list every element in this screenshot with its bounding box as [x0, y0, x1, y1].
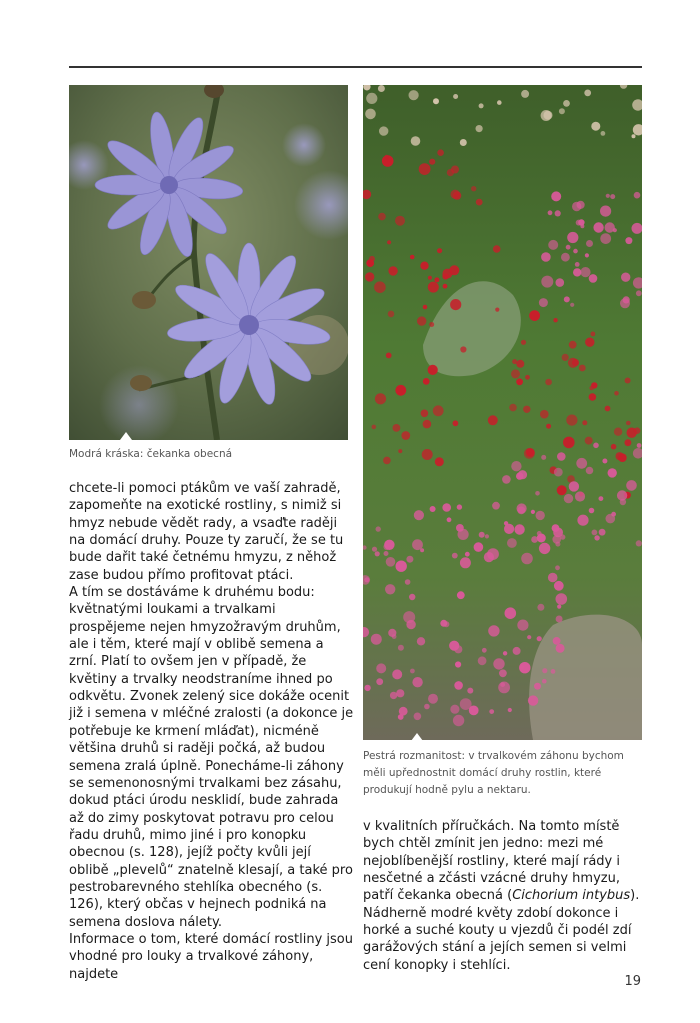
- flower-speck: [366, 259, 374, 267]
- flower-speck: [454, 681, 463, 690]
- flower-speck: [423, 378, 430, 385]
- flower-speck: [520, 665, 524, 669]
- flower-speck: [450, 299, 461, 310]
- flower-speck: [372, 547, 377, 552]
- flower-speck: [576, 458, 587, 469]
- flower-speck: [442, 503, 451, 512]
- flower-speck: [420, 262, 428, 270]
- flower-speck: [534, 683, 541, 690]
- flower-speck: [564, 494, 573, 503]
- flower-speck: [364, 577, 369, 582]
- flower-speck: [440, 620, 447, 627]
- flower-speck: [384, 155, 389, 160]
- flower-speck: [548, 573, 558, 583]
- flower-speck: [599, 529, 606, 536]
- flower-speck: [599, 496, 604, 501]
- flower-speck: [474, 542, 484, 552]
- flower-speck: [376, 678, 383, 685]
- flower-speck: [555, 210, 561, 216]
- flower-speck: [531, 510, 535, 514]
- flower-speck: [548, 210, 553, 215]
- flower-speck: [412, 539, 423, 550]
- flower-speck: [541, 455, 546, 460]
- flower-speck: [478, 656, 487, 665]
- flower-speck: [409, 594, 415, 600]
- flower-speck: [602, 459, 607, 464]
- flower-speck: [632, 223, 643, 234]
- flower-speck: [493, 245, 501, 253]
- flower-speck: [614, 428, 622, 436]
- flower-speck: [611, 444, 617, 450]
- flower-speck: [488, 625, 499, 636]
- flower-speck: [572, 202, 581, 211]
- flower-speck: [537, 531, 542, 536]
- flower-speck: [364, 685, 370, 691]
- flower-speck: [509, 404, 517, 412]
- caption-chicory: Modrá kráska: čekanka obecná: [69, 448, 233, 460]
- flower-speck: [502, 475, 511, 484]
- flower-speck: [568, 358, 578, 368]
- flower-speck: [516, 360, 524, 368]
- flower-speck: [594, 535, 599, 540]
- flower-speck: [585, 437, 593, 445]
- header-rule: [69, 66, 642, 68]
- flower-speck: [505, 607, 517, 619]
- flower-speck: [514, 524, 524, 534]
- flower-speck: [563, 437, 575, 449]
- flower-speck: [405, 579, 411, 585]
- flower-speck: [582, 420, 587, 425]
- flower-speck: [592, 530, 598, 536]
- flower-speck: [541, 276, 553, 288]
- flower-speck: [535, 491, 540, 496]
- perennial-bed-photo: [363, 85, 642, 740]
- flower-speck: [625, 439, 632, 446]
- flower-speck: [593, 443, 599, 449]
- flower-speck: [499, 669, 507, 677]
- flower-speck: [455, 661, 461, 667]
- caption-marker-right: [411, 733, 423, 741]
- flower-speck: [428, 694, 438, 704]
- flower-speck: [375, 551, 380, 556]
- flower-speck: [388, 311, 395, 318]
- flower-speck: [437, 149, 444, 156]
- flower-speck: [536, 511, 545, 520]
- flower-speck: [429, 159, 435, 165]
- flower-speck: [539, 298, 548, 307]
- flower-speck: [606, 194, 610, 198]
- chicory-photo: [69, 85, 348, 440]
- flower-speck: [529, 310, 540, 321]
- flower-speck: [452, 553, 458, 559]
- flower-speck: [608, 468, 617, 477]
- flower-speck: [453, 715, 464, 726]
- flower-speck: [395, 216, 405, 226]
- flower-speck: [516, 378, 523, 385]
- flower-speck: [422, 449, 433, 460]
- paragraph: A tím se dostáváme k druhému bodu: květnatými loukami a trvalkami prospějeme nejen hmyzožravým druhům, ale i těm, které mají v oblibě semena a zrní. Platí to ovšem jen v případě, že květiny a trvalky neodstraníme ihned po odkvětu. Zvonek zelený sice dokáže ocenit již i semena v mléčné zralosti (a dokonce je potřebuje ke krmení mláďat), nicméně většina druhů si raději počká, až budou semena zralá úplně. Ponecháme-li záhony se semenonosnými trvalkami bez zásahu, dokud ptáci úrodu nesklidí, bude zahrada až do zimy poskytovat potravu pro celou řadu druhů, mimo jiné i pro konopku obecnou (s. 128), jejíž počty kvůli její oblibě „plevelů“ znatelně klesají, a také pro pestrobarevného stehlíka obecného (s. 126), který občas v hejnech podniká na semena doslova nálety.: [69, 585, 354, 930]
- text-run: ). Nádherně modré květy zdobí dokonce i horké a suché kouty u vjezdů či podél zdí garážových stání a jejích semen si velmi cení konopky i stehlíci.: [363, 888, 640, 973]
- flower-speck: [545, 379, 552, 386]
- flower-speck: [365, 109, 376, 120]
- flower-speck: [453, 94, 458, 99]
- flower-speck: [392, 669, 402, 679]
- flower-speck: [457, 504, 462, 509]
- flower-speck: [573, 268, 581, 276]
- text-run: v kvalitních příručkách. Na tomto místě bych chtěl zmínit jen jedno: mezi mé nejoblíbenější rostliny, které mají rády i nesčetné a zčásti vzácné druhy hmyzu, patří čekanka obecná (: [363, 819, 620, 904]
- flower-speck: [476, 125, 483, 132]
- flower-speck: [634, 427, 641, 434]
- flower-speck: [366, 93, 377, 104]
- flower-speck: [485, 534, 489, 538]
- flower-speck: [386, 557, 396, 567]
- flower-speck: [488, 415, 498, 425]
- body-column-left: [69, 480, 354, 983]
- flower-speck: [576, 220, 582, 226]
- flower-speck: [403, 611, 415, 623]
- flower-speck: [487, 548, 499, 560]
- flower-speck: [580, 267, 590, 277]
- flower-speck: [556, 644, 565, 653]
- flower-speck: [507, 538, 517, 548]
- flower-speck: [517, 503, 527, 513]
- flower-speck: [412, 677, 422, 687]
- flower-speck: [626, 480, 637, 491]
- flower-speck: [511, 369, 520, 378]
- flower-speck: [495, 308, 499, 312]
- flower-speck: [376, 663, 386, 673]
- flower-speck: [417, 637, 425, 645]
- flower-speck: [414, 510, 424, 520]
- flower-speck: [551, 191, 561, 201]
- flower-speck: [575, 491, 585, 501]
- flower-speck: [497, 100, 502, 105]
- flower-speck: [398, 449, 402, 453]
- flower-speck: [523, 406, 530, 413]
- flower-speck: [447, 169, 454, 176]
- latin-name: Cichorium intybus: [512, 888, 631, 904]
- flower-speck: [378, 85, 385, 92]
- flower-speck: [409, 90, 419, 100]
- flower-speck: [489, 709, 494, 714]
- paragraph: Informace o tom, které domácí rostliny jsou vhodné pro louky a trvalkové záhony, najdete: [69, 931, 353, 982]
- flower-speck: [433, 98, 439, 104]
- page-number: 19: [624, 974, 641, 989]
- flower-speck: [388, 266, 397, 275]
- flower-speck: [433, 405, 444, 416]
- flower-speck: [552, 535, 561, 544]
- flower-speck: [378, 213, 386, 221]
- flower-speck: [566, 245, 571, 250]
- flower-speck: [591, 382, 597, 388]
- flower-speck: [623, 296, 630, 303]
- flower-speck: [390, 692, 397, 699]
- flower-speck: [605, 406, 611, 412]
- flower-speck: [526, 448, 535, 457]
- flower-speck: [527, 635, 531, 639]
- flower-speck: [586, 240, 593, 247]
- flower-speck: [517, 620, 528, 631]
- flower-speck: [386, 353, 392, 359]
- flower-speck: [636, 540, 642, 546]
- flower-speck: [557, 605, 561, 609]
- flower-speck: [471, 186, 476, 191]
- flower-speck: [469, 706, 479, 716]
- flower-speck: [573, 249, 578, 254]
- flower-speck: [561, 253, 570, 262]
- flower-speck: [434, 277, 439, 282]
- flower-speck: [557, 452, 566, 461]
- flower-speck: [539, 543, 550, 554]
- flower-speck: [456, 524, 464, 532]
- flower-speck: [537, 604, 544, 611]
- flower-speck: [553, 318, 557, 322]
- flower-speck: [374, 281, 386, 293]
- flower-speck: [421, 410, 429, 418]
- flower-speck: [449, 265, 459, 275]
- flower-speck: [392, 634, 397, 639]
- flower-speck: [589, 393, 597, 401]
- flower-speck: [479, 532, 485, 538]
- flower-speck: [521, 340, 526, 345]
- flower-speck: [410, 255, 415, 260]
- caption-marker-left: [120, 432, 132, 440]
- flower-speck: [384, 540, 394, 550]
- flower-speck: [636, 290, 642, 296]
- flower-speck: [626, 421, 631, 426]
- flower-speck: [521, 553, 533, 565]
- flower-speck: [591, 332, 596, 337]
- flower-speck: [552, 524, 560, 532]
- flower-speck: [548, 240, 558, 250]
- flower-speck: [428, 282, 439, 293]
- flower-speck: [544, 111, 553, 120]
- flower-speck: [601, 131, 606, 136]
- flower-speck: [437, 248, 442, 253]
- flower-speck: [396, 561, 407, 572]
- flower-speck: [525, 375, 530, 380]
- flower-speck: [541, 252, 551, 262]
- flower-speck: [584, 90, 591, 97]
- flower-speck: [577, 515, 588, 526]
- flower-speck: [396, 689, 404, 697]
- flower-speck: [372, 425, 377, 430]
- flower-speck: [537, 636, 542, 641]
- flower-speck: [605, 222, 615, 232]
- flower-speck: [393, 424, 401, 432]
- flower-speck: [600, 233, 611, 244]
- flower-speck: [492, 502, 500, 510]
- flower-speck: [621, 273, 630, 282]
- flower-speck: [637, 443, 642, 448]
- flower-speck: [542, 668, 547, 673]
- flower-speck: [508, 708, 512, 712]
- flower-speck: [410, 669, 415, 674]
- flower-speck: [383, 457, 391, 465]
- flower-speck: [617, 490, 627, 500]
- flower-speck: [460, 139, 467, 146]
- flower-speck: [521, 90, 529, 98]
- flower-speck: [591, 122, 600, 131]
- body-column-right: [363, 818, 648, 974]
- flower-speck: [625, 378, 631, 384]
- flower-speck: [435, 457, 444, 466]
- flower-speck: [476, 199, 483, 206]
- flower-speck: [540, 410, 549, 419]
- flower-speck: [528, 695, 538, 705]
- flower-speck: [579, 365, 586, 372]
- flower-speck: [414, 713, 422, 721]
- flower-speck: [424, 704, 430, 710]
- flower-speck: [467, 688, 473, 694]
- flower-speck: [589, 508, 595, 514]
- flower-speck: [559, 108, 565, 114]
- flower-speck: [593, 222, 603, 232]
- flower-speck: [365, 272, 374, 281]
- flower-speck: [443, 284, 448, 289]
- flower-speck: [384, 551, 389, 556]
- flower-speck: [600, 206, 611, 217]
- flower-speck: [401, 431, 410, 440]
- flower-speck: [419, 163, 431, 175]
- flower-speck: [453, 420, 459, 426]
- flower-speck: [482, 648, 487, 653]
- flower-speck: [556, 593, 568, 605]
- flower-speck: [575, 262, 580, 267]
- flower-speck: [493, 658, 504, 669]
- caption-perennial-bed: Pestrá rozmanitost: v trvalkovém záhonu bychom měli upřednostnit domácí druhy rostlin, které produkují hodně pylu a nektaru.: [363, 750, 624, 796]
- flower-speck: [556, 616, 563, 623]
- flower-speck: [460, 346, 466, 352]
- flower-speck: [567, 232, 578, 243]
- flower-speck: [554, 468, 563, 477]
- flower-speck: [553, 637, 561, 645]
- flower-speck: [430, 506, 436, 512]
- flower-speck: [398, 645, 404, 651]
- flower-speck: [557, 485, 567, 495]
- flower-speck: [428, 276, 432, 280]
- paragraph: [363, 818, 648, 974]
- flower-speck: [379, 126, 388, 135]
- flower-speck: [428, 365, 438, 375]
- flower-speck: [504, 521, 508, 525]
- flower-speck: [563, 100, 570, 107]
- flower-speck: [423, 420, 432, 429]
- flower-speck: [503, 651, 507, 655]
- flower-speck: [385, 584, 395, 594]
- flower-speck: [555, 565, 560, 570]
- flower-speck: [618, 453, 627, 462]
- flower-speck: [447, 517, 452, 522]
- flower-speck: [500, 682, 505, 687]
- flower-speck: [589, 274, 598, 283]
- flower-speck: [556, 278, 565, 287]
- flower-speck: [479, 103, 484, 108]
- flower-speck: [610, 194, 615, 199]
- flower-speck: [546, 424, 551, 429]
- flower-speck: [542, 679, 547, 684]
- flower-speck: [570, 303, 574, 307]
- flower-speck: [551, 669, 556, 674]
- flower-speck: [451, 190, 460, 199]
- flower-speck: [457, 591, 465, 599]
- flower-speck: [387, 240, 391, 244]
- flower-speck: [586, 467, 594, 475]
- flower-speck: [632, 134, 636, 138]
- flower-speck: [429, 322, 434, 327]
- flower-speck: [585, 338, 594, 347]
- flower-speck: [376, 526, 381, 531]
- paragraph: chcete-li pomoci ptákům ve vaší zahradě, zapomeňte na exotické rostliny, s nimiž si hmyz nebude vědět rady, a vsaďte raději na domácí druhy. Pouze ty zaručí, že se tu bude dařit také četnému hmyzu, z něhož zase budou přímo profitovat ptáci.: [69, 481, 344, 583]
- flower-speck: [562, 354, 569, 361]
- flower-speck: [450, 705, 459, 714]
- flower-speck: [606, 514, 616, 524]
- flower-speck: [566, 415, 577, 426]
- flower-speck: [395, 385, 406, 396]
- flower-speck: [417, 316, 426, 325]
- flower-speck: [625, 237, 632, 244]
- flower-speck: [449, 641, 459, 651]
- flower-speck: [423, 305, 428, 310]
- flower-speck: [411, 136, 421, 146]
- flower-speck: [511, 461, 521, 471]
- flower-speck: [465, 552, 470, 557]
- flower-speck: [569, 341, 577, 349]
- flower-speck: [634, 192, 641, 199]
- flower-speck: [460, 557, 471, 568]
- flower-speck: [375, 393, 386, 404]
- flower-speck: [554, 581, 564, 591]
- flower-speck: [564, 296, 570, 302]
- flower-speck: [406, 556, 413, 563]
- flower-speck: [569, 481, 579, 491]
- flower-speck: [518, 470, 527, 479]
- flower-speck: [371, 634, 382, 645]
- flower-speck: [513, 647, 521, 655]
- flower-speck: [585, 253, 589, 257]
- flower-speck: [614, 391, 619, 396]
- flower-speck: [399, 707, 408, 716]
